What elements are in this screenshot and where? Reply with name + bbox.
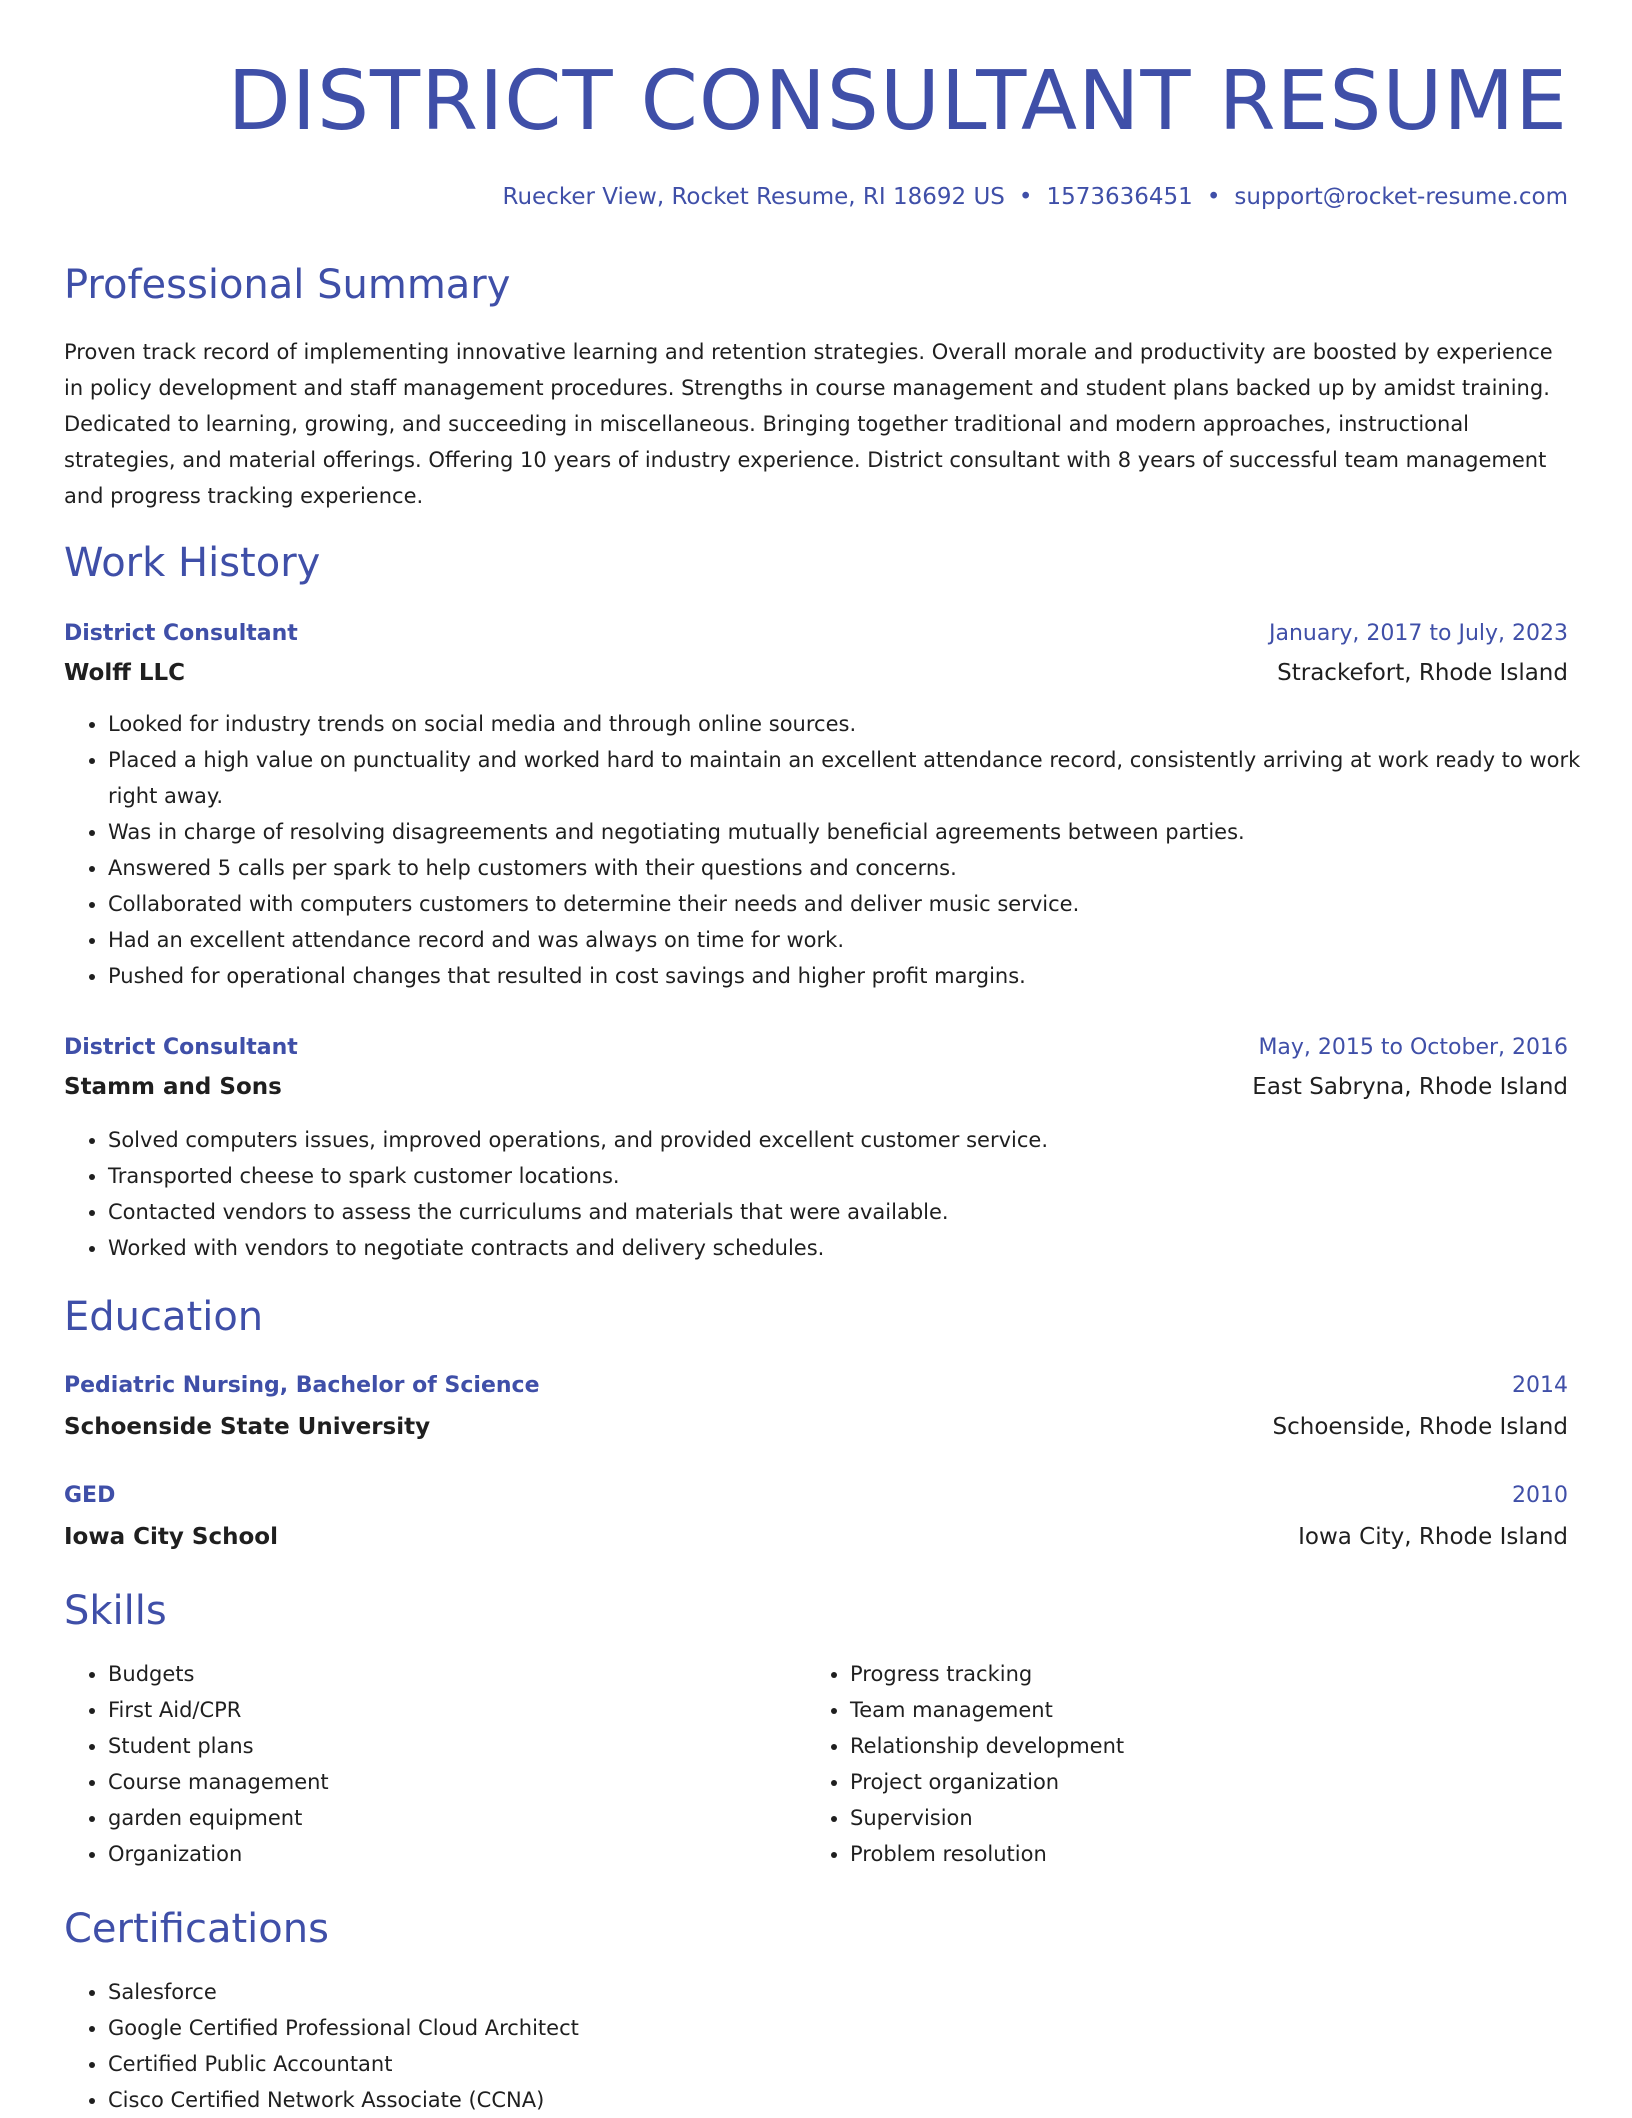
school-location: Iowa City, Rhode Island (1298, 1524, 1568, 1550)
job-bullets (64, 706, 1612, 994)
list-item: • Certified Public Accountant (108, 2046, 1612, 2082)
list-item: • Relationship development (850, 1728, 1550, 1764)
list-item: • Worked with vendors to negotiate contracts and delivery schedules. (108, 1230, 1612, 1266)
job-location: Strackefort, Rhode Island (1277, 660, 1568, 686)
list-item: • Had an excellent attendance record and was always on time for work. (108, 922, 1612, 958)
work-history-heading: Work History (64, 540, 321, 586)
degree-name: GED (64, 1483, 116, 1508)
education-header (64, 1370, 1568, 1402)
contact-separator: • (1018, 184, 1033, 210)
list-item: • Team management (850, 1692, 1550, 1728)
list-item: • Google Certified Professional Cloud Architect (108, 2010, 1612, 2046)
list-item: • Cisco Certified Network Associate (CCNA) (108, 2082, 1612, 2118)
list-item: • Placed a high value on punctuality and worked hard to maintain an excellent attendance record, consistently arriving at work ready to work right away. (108, 742, 1612, 814)
degree-name: Pediatric Nursing, Bachelor of Science (64, 1373, 540, 1398)
skills-heading: Skills (64, 1588, 167, 1634)
skills-list-right (806, 1656, 1550, 1872)
contact-address: Ruecker View, Rocket Resume, RI 18692 US (502, 184, 1005, 210)
list-item: • Salesforce (108, 1974, 1612, 2010)
certifications-heading: Certifications (64, 1906, 329, 1952)
job-title: District Consultant (64, 621, 298, 646)
skills-list-left (64, 1656, 808, 1872)
graduation-year: 2014 (1512, 1373, 1568, 1398)
list-item: • Budgets (108, 1656, 808, 1692)
list-item: • Was in charge of resolving disagreements and negotiating mutually beneficial agreements between parties. (108, 814, 1612, 850)
education-header (64, 1480, 1568, 1512)
list-item: • Course management (108, 1764, 808, 1800)
list-item: • Student plans (108, 1728, 808, 1764)
list-item: • Pushed for operational changes that resulted in cost savings and higher profit margins. (108, 958, 1612, 994)
resume-title: DISTRICT CONSULTANT RESUME (227, 54, 1568, 149)
contact-separator: • (1206, 184, 1221, 210)
contact-email: support@rocket-resume.com (1234, 184, 1568, 210)
contact-phone: 1573636451 (1046, 184, 1193, 210)
education-heading: Education (64, 1294, 264, 1340)
summary-heading: Professional Summary (64, 262, 511, 308)
list-item: • Organization (108, 1836, 808, 1872)
list-item: • First Aid/CPR (108, 1692, 808, 1728)
list-item: • Looked for industry trends on social media and through online sources. (108, 706, 1612, 742)
school-name: Schoenside State University (64, 1414, 431, 1440)
job-subheader (64, 1070, 1568, 1104)
education-subheader (64, 1520, 1568, 1554)
job-header (64, 618, 1568, 650)
list-item: • Project organization (850, 1764, 1550, 1800)
list-item: • Progress tracking (850, 1656, 1550, 1692)
job-bullets (64, 1122, 1612, 1266)
list-item: • Problem resolution (850, 1836, 1550, 1872)
list-item: • Solved computers issues, improved operations, and provided excellent customer service. (108, 1122, 1612, 1158)
job-subheader (64, 656, 1568, 690)
job-dates: January, 2017 to July, 2023 (1269, 621, 1568, 646)
graduation-year: 2010 (1512, 1483, 1568, 1508)
job-dates: May, 2015 to October, 2016 (1258, 1035, 1568, 1060)
list-item: • garden equipment (108, 1800, 808, 1836)
school-location: Schoenside, Rhode Island (1272, 1414, 1568, 1440)
job-company: Stamm and Sons (64, 1074, 282, 1100)
job-location: East Sabryna, Rhode Island (1252, 1074, 1568, 1100)
summary-text: Proven track record of implementing innovative learning and retention strategies. Overall morale and productivity are boosted by experience in policy development and staff management procedures. Strengths in course management and student plans backed up by amidst training. Dedicated to learning, growing, and succeeding in miscellaneous. Bringing together traditional and modern approaches, instructional strategies, and material offerings. Offering 10 years of industry experience. District consultant with 8 years of successful team management and progress tracking experience. (64, 340, 1553, 508)
list-item: • Contacted vendors to assess the curriculums and materials that were available. (108, 1194, 1612, 1230)
list-item: • Answered 5 calls per spark to help customers with their questions and concerns. (108, 850, 1612, 886)
job-title: District Consultant (64, 1035, 298, 1060)
education-subheader (64, 1410, 1568, 1444)
contact-line (503, 180, 1569, 214)
job-header (64, 1032, 1568, 1064)
school-name: Iowa City School (64, 1524, 278, 1550)
list-item: • Collaborated with computers customers to determine their needs and deliver music service. (108, 886, 1612, 922)
list-item: • Transported cheese to spark customer locations. (108, 1158, 1612, 1194)
job-company: Wolff LLC (64, 660, 186, 686)
certifications-list (64, 1974, 1612, 2118)
list-item: • Supervision (850, 1800, 1550, 1836)
